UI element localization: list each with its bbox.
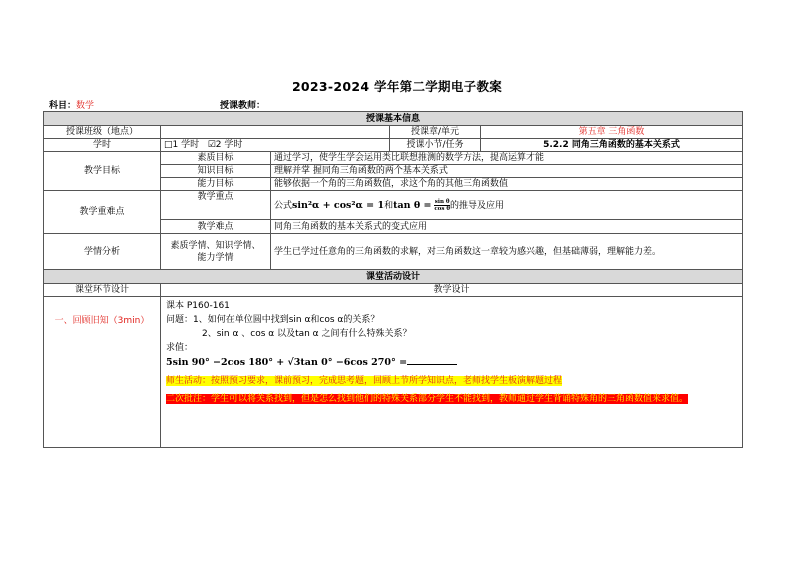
subject-field	[49, 98, 94, 111]
focus-suffix: 的推导及应用	[450, 200, 505, 211]
expression: 5sin 90° −2cos 180° + √3tan 0° −6cos 270° =	[166, 357, 408, 368]
analysis-text: 学生已学过任意角的三角函数的求解，对三角函数这一章较为感兴趣，但基础薄弱，理解能力差。	[271, 234, 743, 270]
answer-blank	[407, 355, 457, 365]
chapter-label: 授课章/单元	[390, 126, 481, 139]
focus-text	[271, 191, 743, 220]
subject-value: 数学	[76, 101, 95, 111]
difficulty-text: 同角三角函数的基本关系式的变式应用	[271, 220, 743, 234]
objective-type: 知识目标	[161, 165, 271, 178]
task-label: 授课小节/任务	[390, 139, 481, 152]
evaluate-label: 求值：	[166, 343, 194, 353]
focus-prefix: 公式	[274, 200, 293, 211]
teacher-field	[220, 98, 265, 111]
task-value: 5.2.2 同角三角函数的基本关系式	[481, 139, 743, 152]
analysis-label: 学情分析	[44, 234, 161, 270]
step-design	[161, 297, 743, 448]
fraction-denominator: cos θ	[434, 205, 451, 212]
subject-label: 科目：	[49, 101, 77, 111]
class-value	[161, 126, 390, 139]
hours-option-1: □1 学时	[164, 140, 200, 150]
hours-option-2: ☑2 学时	[207, 140, 243, 150]
objectives-label: 教学目标	[44, 152, 161, 191]
hours-options	[161, 139, 390, 152]
difficulty-label: 教学难点	[161, 220, 271, 234]
question-1: 问题：1、如何在单位圆中找到sin α和cos α的关系？	[166, 315, 380, 325]
activities-header: 课堂活动设计	[44, 270, 743, 284]
lesson-plan-table	[43, 111, 743, 448]
objective-text: 通过学习，使学生学会运用类比联想推测的数学方法，提高运算才能	[271, 152, 743, 165]
focus-formula-1: sin²α + cos²α = 1	[292, 199, 385, 211]
activities-col-design: 教学设计	[161, 284, 743, 297]
activities-col-step: 课堂环节设计	[44, 284, 161, 297]
tan-fraction	[434, 199, 450, 212]
step-label: 一、回顾旧知（3min）	[44, 297, 161, 448]
page-title: 2023-2024 学年第二学期电子教案	[291, 79, 503, 94]
textbook-ref: 课本 P160-161	[166, 301, 230, 311]
teacher-label: 授课教师：	[220, 101, 266, 111]
hours-label: 学时	[44, 139, 161, 152]
basic-info-header: 授课基本信息	[44, 112, 743, 126]
fraction-numerator: sin θ	[434, 198, 450, 205]
objective-type: 素质目标	[161, 152, 271, 165]
objective-text: 理解并掌 握同角三角函数的两个基本关系式	[271, 165, 743, 178]
question-2: 2、sin α 、cos α 以及tan α 之间有什么特殊关系？	[202, 329, 412, 339]
objective-type: 能力目标	[161, 178, 271, 191]
objective-text: 能够依据一个角的三角函数值，求这个角的其他三角函数值	[271, 178, 743, 191]
analysis-sub-label: 素质学情、知识学情、能力学情	[161, 234, 271, 270]
chapter-value: 第五章 三角函数	[481, 126, 743, 139]
class-label: 授课班级（地点）	[44, 126, 161, 139]
secondary-comment: 二次批注：学生可以将关系找到，但是怎么找到他们的特殊关系部分学生不能找到，教师通过学生背诵特殊角的三角函数值来求值。	[166, 394, 689, 404]
focus-label: 教学重点	[161, 191, 271, 220]
focus-formula-2: tan θ =	[393, 199, 432, 211]
student-activity: 师生活动：按照预习要求，课前预习，完成思考题，回顾上节所学知识点，老师找学生板演解题过程	[166, 376, 563, 386]
key-points-label: 教学重难点	[44, 191, 161, 234]
expression-line	[166, 355, 737, 370]
focus-and: 和	[384, 200, 394, 211]
